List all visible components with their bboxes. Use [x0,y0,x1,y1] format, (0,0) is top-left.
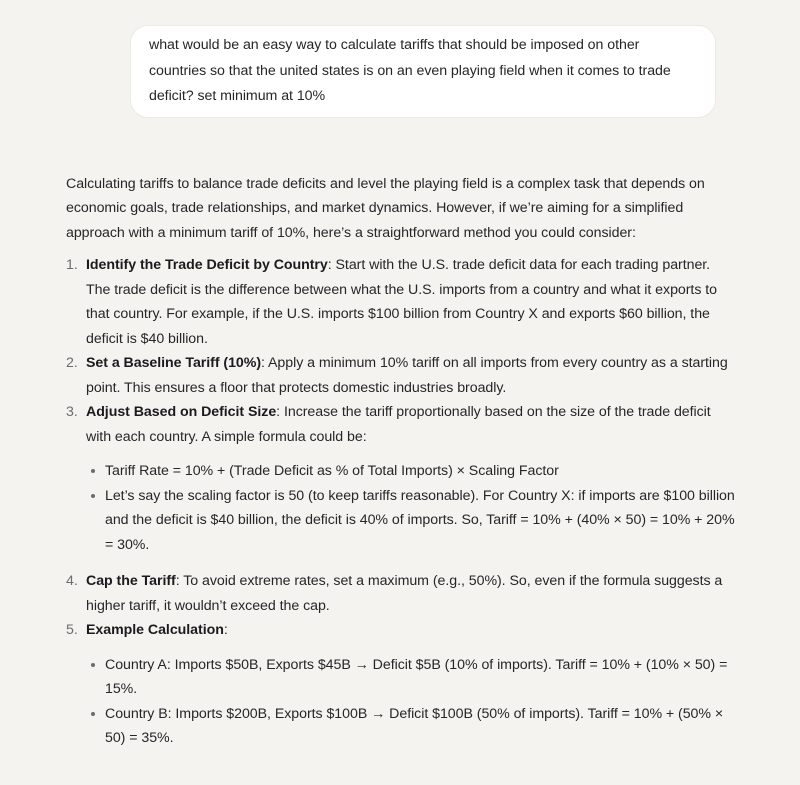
step-text: : To avoid extreme rates, set a maximum (e.g., 50%). So, even if the formula suggests a higher tariff, it wouldn’t exceed the cap. [86,573,723,614]
step-body [86,618,735,763]
numbered-step [66,351,735,400]
assistant-intro-paragraph: Calculating tariffs to balance trade deficits and level the playing field is a complex task that depends on economic goals, trade relationships, and market dynamics. However, if we’re aiming for a simplified approach with a minimum tariff of 10%, here’s a straightforward method you could consider: [66,175,705,241]
step-number: 3. [66,404,78,420]
step-text: : [223,622,228,638]
bullet-text: Let’s say the scaling factor is 50 (to keep tariffs reasonable). For Country X: if imports are $100 billion and the deficit is $40 billion, the deficit is 40% of imports. So, Tariff = 10% + (40% × 50) = 10% + 20% = 30%. [105,487,735,553]
user-message-row [0,0,800,118]
bullet-dot-icon [91,469,95,473]
step-text: : Increase the tariff proportionally based on the size of the trade deficit with each country. A simple formula could be: [86,404,711,445]
numbered-step [66,400,735,569]
numbered-step [66,618,735,763]
step-title: Identify the Trade Deficit by Country [86,257,328,273]
bullet-text: Country A: Imports $50B, Exports $45B → Deficit $5B (10% of imports). Tariff = 10% + (10% × 50) = 15%. [105,656,728,697]
bullet-dot-icon [91,494,95,498]
step-paragraph [86,400,735,449]
bullet-dot-icon [91,663,95,667]
step-title: Adjust Based on Deficit Size [86,404,277,420]
step-number: 1. [66,257,78,273]
step-body [86,351,735,400]
sub-bullet-item [86,653,735,702]
step-body [86,400,735,569]
numbered-steps-list [66,253,735,763]
step-body [86,253,735,351]
sub-bullet-list [86,459,735,557]
assistant-message [66,172,735,763]
step-paragraph [86,351,735,400]
bullet-dot-icon [91,712,95,716]
step-text: : Apply a minimum 10% tariff on all imports from every country as a starting point. This ensures a floor that protects domestic industries broadly. [86,355,728,396]
sub-bullet-item [86,484,735,558]
step-title: Cap the Tariff [86,573,176,589]
step-number: 5. [66,622,78,638]
user-message-bubble [130,25,716,118]
step-paragraph [86,253,735,351]
sub-bullet-list [86,653,735,751]
step-body [86,569,735,618]
sub-bullet-item [86,702,735,751]
step-title: Example Calculation [86,622,224,638]
bullet-text: Tariff Rate = 10% + (Trade Deficit as % of Total Imports) × Scaling Factor [105,463,559,479]
step-number: 4. [66,573,78,589]
numbered-step [66,253,735,351]
sub-bullet-item [86,459,735,484]
user-message-text: what would be an easy way to calculate tariffs that should be imposed on other countries so that the united states is on an even playing field when it comes to trade deficit? set minimum at 10% [149,37,671,104]
numbered-step [66,569,735,618]
step-number: 2. [66,355,78,371]
step-paragraph [86,569,735,618]
step-paragraph [86,618,735,643]
step-title: Set a Baseline Tariff (10%) [86,355,262,371]
bullet-text: Country B: Imports $200B, Exports $100B → Deficit $100B (50% of imports). Tariff = 10% + (50% × 50) = 35%. [105,705,724,746]
step-text: : Start with the U.S. trade deficit data for each trading partner. The trade deficit is the difference between what the U.S. imports from a country and what it exports to that country. For example, if the U.S. imports $100 billion from Country X and exports $60 billion, the deficit is $40 billion. [86,257,717,347]
